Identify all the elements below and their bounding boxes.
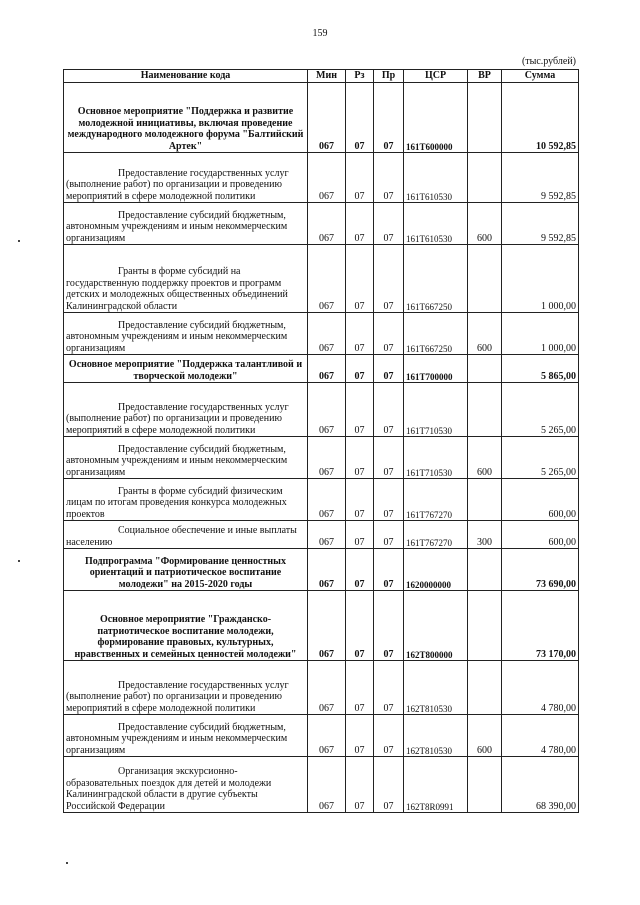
row-name: [64, 313, 308, 355]
row-sum: 1 000,00: [502, 313, 579, 355]
row-pr: 07: [374, 757, 404, 813]
row-min: 067: [308, 355, 346, 383]
budget-table: [63, 69, 579, 813]
table-row: [64, 661, 579, 715]
row-name: [64, 383, 308, 437]
row-sum: 600,00: [502, 521, 579, 549]
row-pr: 07: [374, 355, 404, 383]
row-min: 067: [308, 661, 346, 715]
row-csr: 1620000000: [404, 549, 468, 591]
row-rz: 07: [346, 153, 374, 203]
row-csr: 161Т700000: [404, 355, 468, 383]
row-name: Подпрограмма "Формирование ценностных ориентаций и патриотическое воспитание молодежи" на 2015-2020 годы: [64, 549, 308, 591]
row-sum: 4 780,00: [502, 715, 579, 757]
row-sum: 73 690,00: [502, 549, 579, 591]
row-pr: 07: [374, 153, 404, 203]
row-name: [64, 245, 308, 313]
row-sum: 68 390,00: [502, 757, 579, 813]
row-csr: 161Т600000: [404, 83, 468, 153]
table-row: [64, 83, 579, 153]
table-row: [64, 203, 579, 245]
row-pr: 07: [374, 549, 404, 591]
row-rz: 07: [346, 245, 374, 313]
row-pr: 07: [374, 203, 404, 245]
row-name: [64, 715, 308, 757]
row-sum: 1 000,00: [502, 245, 579, 313]
row-min: 067: [308, 203, 346, 245]
header-name: Наименование кода: [64, 70, 308, 83]
header-rz: Рз: [346, 70, 374, 83]
row-pr: 07: [374, 437, 404, 479]
row-rz: 07: [346, 203, 374, 245]
row-csr: 162Т810530: [404, 661, 468, 715]
row-csr: 162Т800000: [404, 591, 468, 661]
row-name-text: Гранты в форме субсидий на государственную поддержку проектов и программ детских и молодежных общественных объединений Калининградской области: [66, 266, 288, 312]
row-name: [64, 437, 308, 479]
row-pr: 07: [374, 715, 404, 757]
row-sum: 9 592,85: [502, 153, 579, 203]
row-rz: 07: [346, 355, 374, 383]
row-rz: 07: [346, 549, 374, 591]
row-name-text: Предоставление государственных услуг (выполнение работ) по организации и проведению мероприятий в сфере молодежной политики: [66, 167, 289, 202]
table-header-row: [64, 70, 579, 83]
row-min: 067: [308, 153, 346, 203]
row-rz: 07: [346, 715, 374, 757]
table-row: [64, 549, 579, 591]
row-name: [64, 153, 308, 203]
row-rz: 07: [346, 661, 374, 715]
row-name-text: Предоставление субсидий бюджетным, автономным учреждениям и иным некоммерческим организациям: [66, 443, 288, 478]
page-number: 159: [312, 28, 328, 39]
row-vr: 300: [468, 521, 502, 549]
row-rz: 07: [346, 313, 374, 355]
row-vr: [468, 245, 502, 313]
row-vr: [468, 153, 502, 203]
row-pr: 07: [374, 521, 404, 549]
row-name-text: Предоставление государственных услуг (выполнение работ) по организации и проведению мероприятий в сфере молодежной политики: [66, 679, 289, 714]
header-min: Мин: [308, 70, 346, 83]
row-rz: 07: [346, 83, 374, 153]
row-name-text: Организация экскурсионно-образовательных поездок для детей и молодежи Калининградской области в другие субъекты Российской Федерации: [66, 766, 272, 812]
row-rz: 07: [346, 757, 374, 813]
row-rz: 07: [346, 383, 374, 437]
row-pr: 07: [374, 383, 404, 437]
row-vr: [468, 549, 502, 591]
row-name: [64, 757, 308, 813]
table-row: [64, 521, 579, 549]
row-csr: 162Т8R0991: [404, 757, 468, 813]
units-label: (тыс.рублей): [521, 56, 576, 67]
row-min: 067: [308, 521, 346, 549]
row-min: 067: [308, 83, 346, 153]
row-csr: 161Т610530: [404, 153, 468, 203]
scan-speck: [18, 240, 20, 242]
row-csr: 161Т667250: [404, 313, 468, 355]
row-min: 067: [308, 479, 346, 521]
row-name-text: Социальное обеспечение и иные выплаты населению: [66, 525, 297, 548]
row-csr: 161Т610530: [404, 203, 468, 245]
table-row: [64, 153, 579, 203]
table-row: [64, 383, 579, 437]
row-vr: [468, 661, 502, 715]
row-vr: [468, 591, 502, 661]
header-pr: Пр: [374, 70, 404, 83]
row-min: 067: [308, 549, 346, 591]
row-pr: 07: [374, 661, 404, 715]
row-name: Основное мероприятие "Поддержка и развитие молодежной инициативы, включая проведение международного молодежного форума "Балтийский Артек": [64, 83, 308, 153]
row-sum: 73 170,00: [502, 591, 579, 661]
row-rz: 07: [346, 479, 374, 521]
row-min: 067: [308, 715, 346, 757]
table-row: [64, 437, 579, 479]
row-csr: 161Т767270: [404, 521, 468, 549]
row-pr: 07: [374, 591, 404, 661]
row-vr: [468, 479, 502, 521]
row-rz: 07: [346, 521, 374, 549]
table-row: [64, 757, 579, 813]
header-sum: Сумма: [502, 70, 579, 83]
row-vr: 600: [468, 715, 502, 757]
row-name: [64, 661, 308, 715]
row-csr: 161Т767270: [404, 479, 468, 521]
row-name-text: Предоставление субсидий бюджетным, автономным учреждениям и иным некоммерческим организациям: [66, 209, 288, 244]
row-vr: [468, 383, 502, 437]
table-row: [64, 355, 579, 383]
row-vr: [468, 757, 502, 813]
row-vr: 600: [468, 203, 502, 245]
row-csr: 161Т667250: [404, 245, 468, 313]
row-min: 067: [308, 313, 346, 355]
row-name: [64, 521, 308, 549]
row-sum: 9 592,85: [502, 203, 579, 245]
row-name-text: Гранты в форме субсидий физическим лицам по итогам проведения конкурса молодежных проектов: [66, 485, 287, 520]
row-min: 067: [308, 437, 346, 479]
row-sum: 5 265,00: [502, 383, 579, 437]
row-pr: 07: [374, 479, 404, 521]
row-csr: 161Т710530: [404, 437, 468, 479]
row-csr: 161Т710530: [404, 383, 468, 437]
row-name: [64, 479, 308, 521]
row-vr: [468, 83, 502, 153]
row-min: 067: [308, 757, 346, 813]
table-row: [64, 313, 579, 355]
row-name: Основное мероприятие "Гражданско-патриотическое воспитание молодежи, формирование правовых, культурных, нравственных и семейных ценностей молодежи": [64, 591, 308, 661]
row-sum: 10 592,85: [502, 83, 579, 153]
row-min: 067: [308, 383, 346, 437]
row-name-text: Предоставление государственных услуг (выполнение работ) по организации и проведению мероприятий в сфере молодежной политики: [66, 401, 289, 436]
row-name: [64, 203, 308, 245]
row-csr: 162Т810530: [404, 715, 468, 757]
row-sum: 4 780,00: [502, 661, 579, 715]
row-pr: 07: [374, 245, 404, 313]
table-row: [64, 245, 579, 313]
row-rz: 07: [346, 591, 374, 661]
row-pr: 07: [374, 83, 404, 153]
row-rz: 07: [346, 437, 374, 479]
scan-speck: [18, 560, 20, 562]
row-sum: 5 865,00: [502, 355, 579, 383]
row-vr: 600: [468, 437, 502, 479]
header-vr: ВР: [468, 70, 502, 83]
row-name-text: Предоставление субсидий бюджетным, автономным учреждениям и иным некоммерческим организациям: [66, 319, 288, 354]
header-csr: ЦСР: [404, 70, 468, 83]
row-name: Основное мероприятие "Поддержка талантливой и творческой молодежи": [64, 355, 308, 383]
table-row: [64, 715, 579, 757]
row-sum: 5 265,00: [502, 437, 579, 479]
row-vr: [468, 355, 502, 383]
scan-speck: [66, 862, 68, 864]
row-min: 067: [308, 591, 346, 661]
row-sum: 600,00: [502, 479, 579, 521]
row-min: 067: [308, 245, 346, 313]
row-vr: 600: [468, 313, 502, 355]
row-pr: 07: [374, 313, 404, 355]
table-row: [64, 591, 579, 661]
table-row: [64, 479, 579, 521]
row-name-text: Предоставление субсидий бюджетным, автономным учреждениям и иным некоммерческим организациям: [66, 721, 288, 756]
